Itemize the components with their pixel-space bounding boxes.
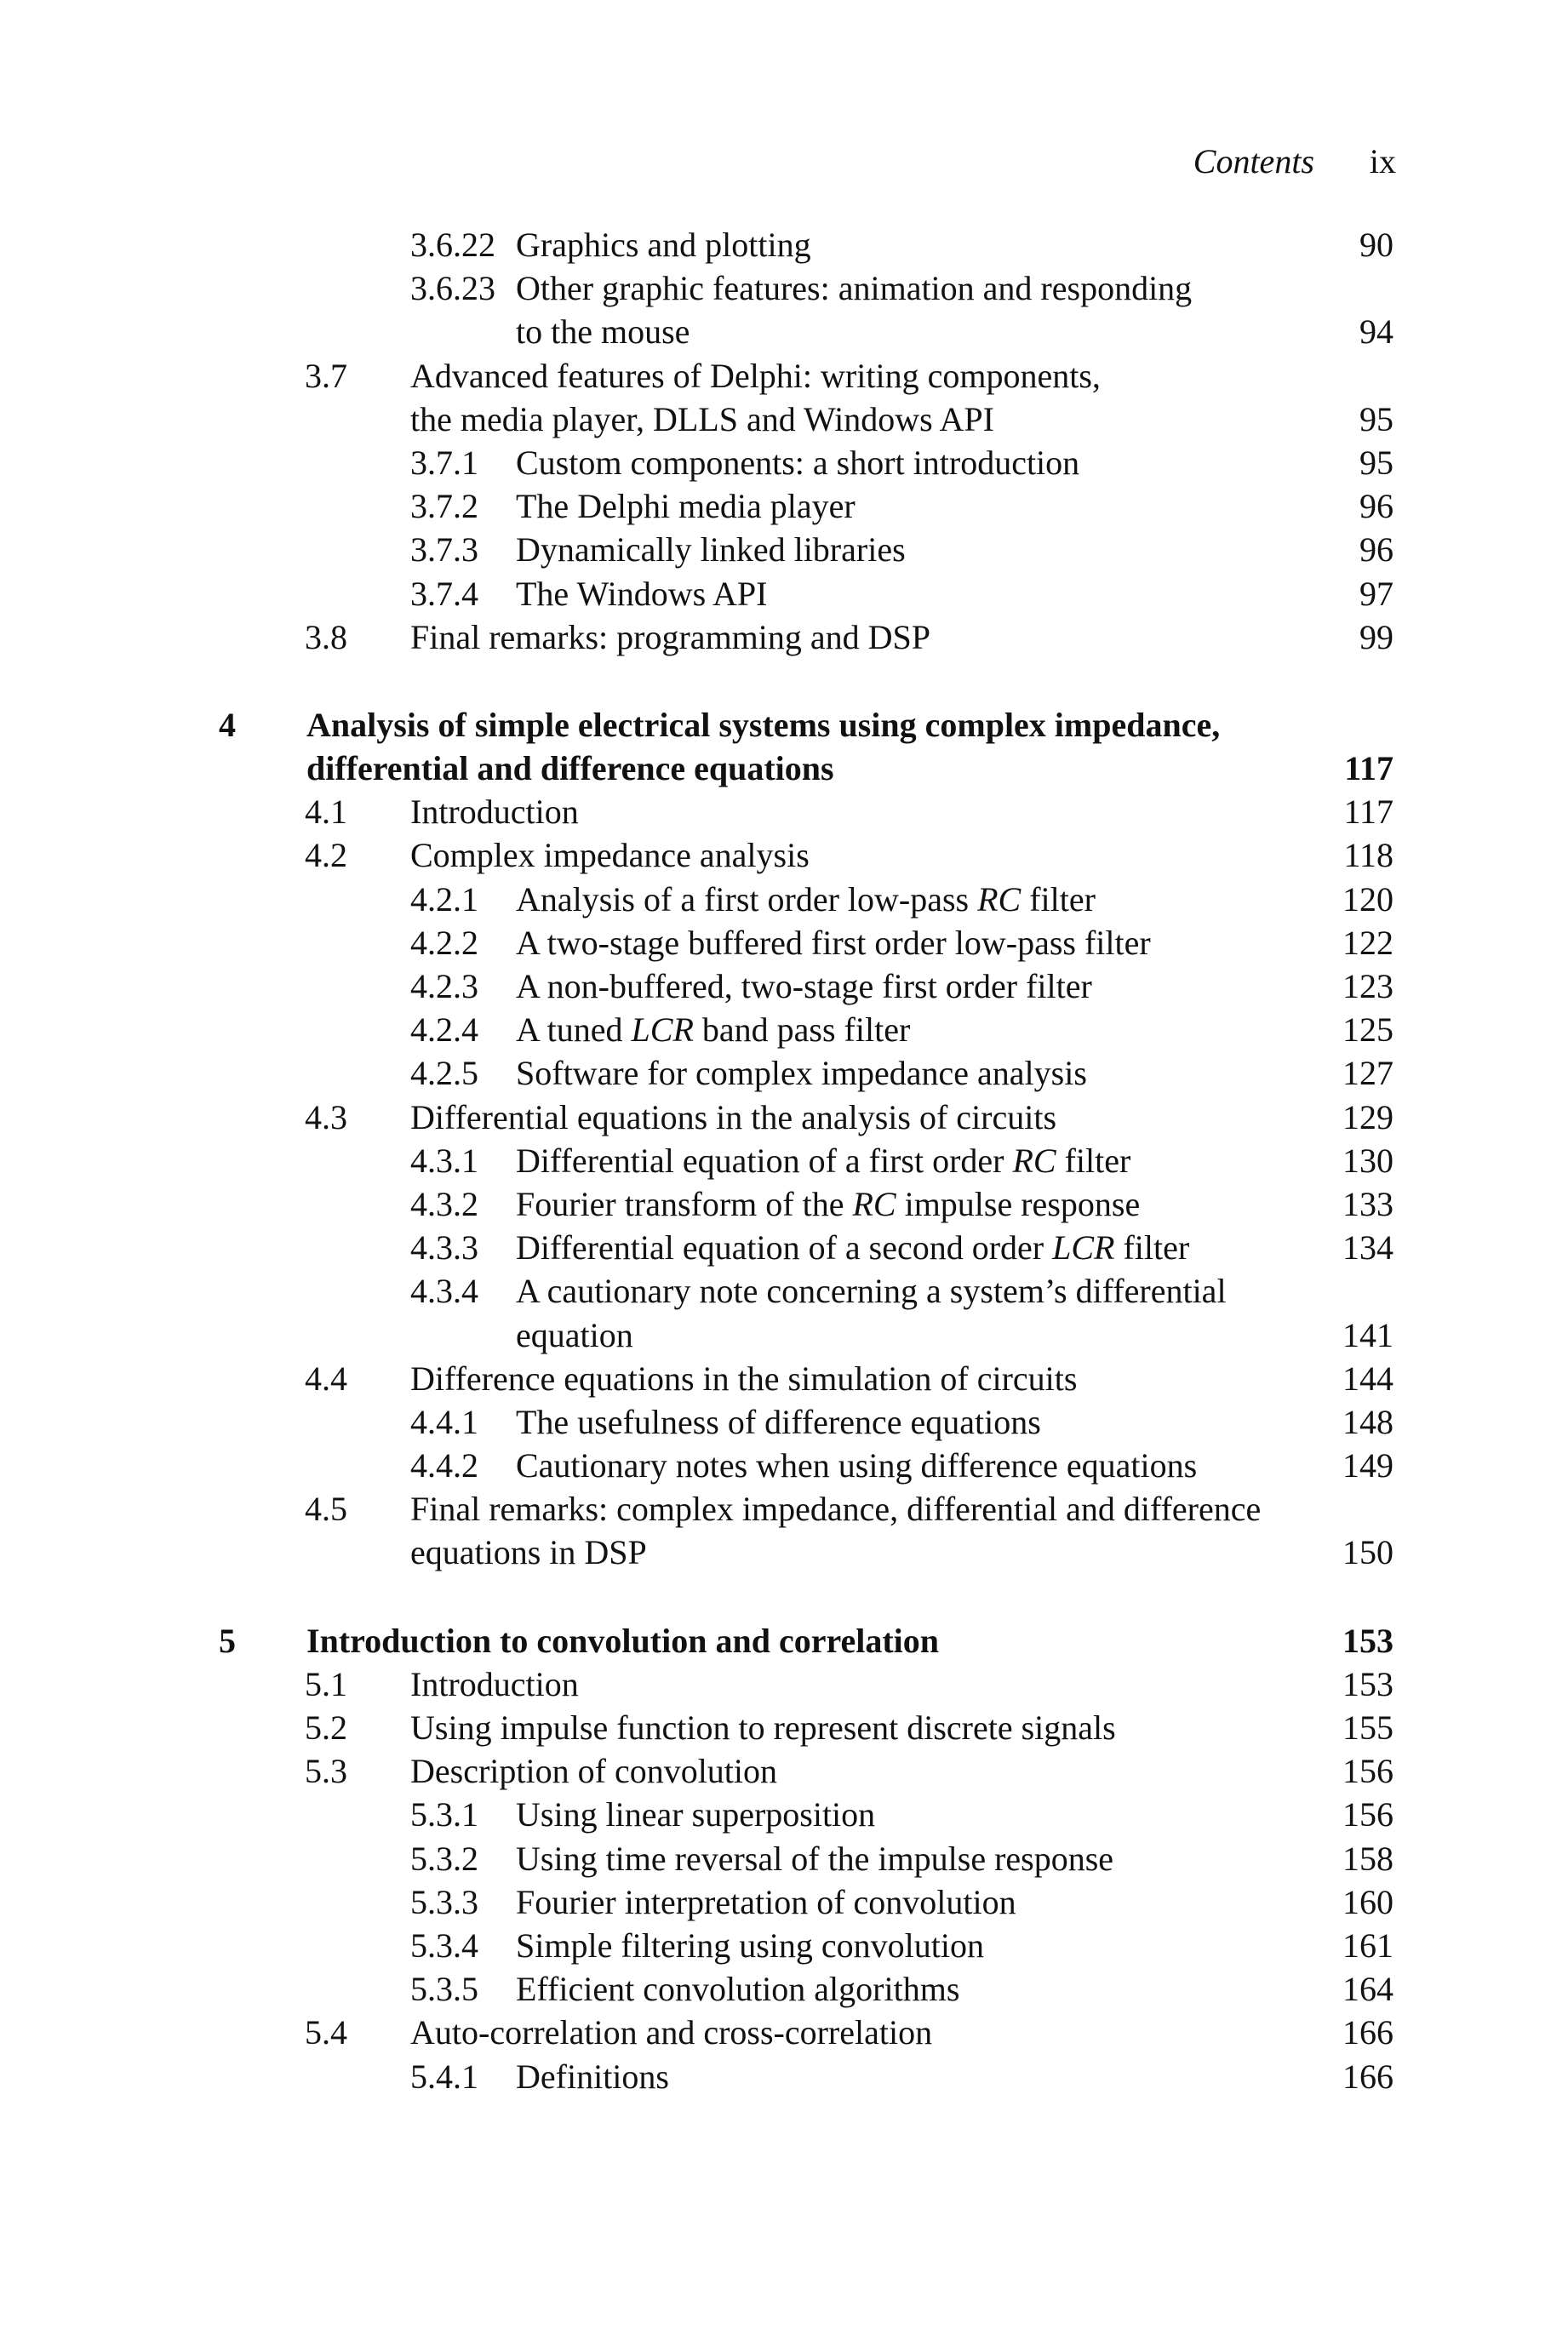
toc-entry[interactable] <box>0 1793 1568 1836</box>
toc-entry-number: 4.3.3 <box>410 1228 478 1268</box>
toc-entry-number: 5.4.1 <box>410 2057 478 2096</box>
toc-entry-number: 4 <box>219 705 236 744</box>
toc-entry-title: Description of convolution <box>410 1752 778 1791</box>
toc-entry-number: 5.3.3 <box>410 1882 478 1921</box>
toc-entry[interactable] <box>0 615 1568 659</box>
toc-entry-number: 4.2.3 <box>410 967 478 1005</box>
toc-entry[interactable] <box>0 1967 1568 2011</box>
toc-entry-title: to the mouse <box>516 312 690 352</box>
toc-entry[interactable] <box>0 1313 1568 1357</box>
toc-entry-number: 5.3.1 <box>410 1795 478 1834</box>
toc-entry-page: 96 <box>1359 487 1393 526</box>
page-number: ix <box>1369 142 1396 180</box>
toc-entry-number: 4.4.1 <box>410 1402 478 1441</box>
toc-entry[interactable] <box>0 1269 1568 1313</box>
toc-entry-page: 161 <box>1342 1926 1393 1965</box>
toc-entry-page: 149 <box>1342 1446 1393 1485</box>
toc-entry-title: A two-stage buffered first order low-pass filter <box>516 923 1151 962</box>
toc-entry-title: The usefulness of difference equations <box>516 1402 1041 1441</box>
toc-entry-title: the media player, DLLS and Windows API <box>410 399 994 438</box>
toc-entry-number: 3.7.1 <box>410 443 478 482</box>
toc-entry-page: 144 <box>1342 1359 1393 1398</box>
toc-entry[interactable] <box>0 1400 1568 1444</box>
toc-entry[interactable] <box>0 1531 1568 1574</box>
toc-entry-title: Final remarks: programming and DSP <box>410 617 931 656</box>
toc-entry-page: 134 <box>1342 1228 1393 1268</box>
toc-entry-title: A tuned LCR band pass filter <box>516 1010 911 1050</box>
toc-entry-page: 133 <box>1342 1184 1393 1223</box>
toc-entry-page: 94 <box>1359 312 1393 352</box>
toc-entry-page: 129 <box>1342 1097 1393 1136</box>
toc-entry[interactable] <box>0 1096 1568 1139</box>
toc-entry-title: Fourier transform of the RC impulse response <box>516 1184 1141 1223</box>
toc-entry[interactable] <box>0 833 1568 877</box>
toc-entry-number: 5.3.4 <box>410 1926 478 1965</box>
toc-entry-title: Differential equation of a second order LCR filter <box>516 1228 1190 1268</box>
toc-entry-title: Difference equations in the simulation of circuits <box>410 1359 1078 1398</box>
toc-entry[interactable] <box>0 1444 1568 1487</box>
toc-entry[interactable] <box>0 964 1568 1008</box>
toc-entry[interactable] <box>0 1924 1568 1967</box>
toc-entry[interactable] <box>0 1357 1568 1400</box>
section-gap <box>0 1575 1568 1619</box>
toc-entry-title: Differential equations in the analysis of circuits <box>410 1097 1057 1136</box>
toc-entry-title: equations in DSP <box>410 1533 647 1572</box>
toc-entry[interactable] <box>0 484 1568 528</box>
toc-entry-number: 3.7.4 <box>410 574 478 613</box>
toc-entry-title: Graphics and plotting <box>516 226 811 264</box>
toc-entry[interactable] <box>0 1706 1568 1749</box>
toc-entry-number: 4.1 <box>305 793 347 832</box>
toc-entry-title: differential and difference equations <box>306 749 834 788</box>
toc-entry-page: 148 <box>1342 1402 1393 1441</box>
toc-entry-title: Fourier interpretation of convolution <box>516 1882 1016 1921</box>
toc-entry[interactable] <box>0 1139 1568 1182</box>
toc-entry-page: 164 <box>1342 1970 1393 2009</box>
toc-entry-number: 4.2 <box>305 836 347 875</box>
toc-entry[interactable] <box>0 1182 1568 1226</box>
toc-entry-title: Introduction to convolution and correlation <box>306 1621 940 1660</box>
toc-entry-number: 4.2.5 <box>410 1054 478 1093</box>
toc-entry-page: 117 <box>1343 793 1393 832</box>
toc-entry-page: 123 <box>1342 967 1393 1005</box>
toc-entry[interactable] <box>0 310 1568 353</box>
toc-entry-page: 125 <box>1342 1010 1393 1050</box>
toc-entry-number: 5.3.2 <box>410 1839 478 1878</box>
toc-entry-title: Definitions <box>516 2057 669 2096</box>
toc-entry-number: 3.7 <box>305 356 347 395</box>
toc-entry-title: Analysis of a first order low-pass RC filter <box>516 879 1096 918</box>
toc-entry-title: The Delphi media player <box>516 487 856 526</box>
toc-entry-title: Analysis of simple electrical systems using complex impedance, <box>306 705 1221 744</box>
toc-entry-number: 5.2 <box>305 1708 347 1747</box>
toc-entry-page: 96 <box>1359 530 1393 569</box>
toc-entry-title: Introduction <box>410 793 579 832</box>
toc-entry-title: Differential equation of a first order RC filter <box>516 1141 1131 1180</box>
table-of-contents <box>0 223 1568 2098</box>
toc-entry[interactable] <box>0 1619 1568 1662</box>
toc-entry-number: 4.2.4 <box>410 1010 478 1050</box>
toc-entry[interactable] <box>0 1487 1568 1531</box>
toc-entry-title: Advanced features of Delphi: writing components, <box>410 356 1101 395</box>
toc-entry-title: Using time reversal of the impulse response <box>516 1839 1114 1878</box>
toc-entry-number: 3.7.2 <box>410 487 478 526</box>
toc-entry-number: 4.3 <box>305 1097 347 1136</box>
toc-entry-page: 120 <box>1342 879 1393 918</box>
toc-entry[interactable] <box>0 1008 1568 1051</box>
toc-entry-title: Custom components: a short introduction <box>516 443 1080 482</box>
toc-entry-title: Efficient convolution algorithms <box>516 1970 960 2009</box>
toc-entry-number: 4.3.1 <box>410 1141 478 1180</box>
toc-entry-page: 153 <box>1342 1621 1393 1660</box>
toc-entry-title: Using linear superposition <box>516 1795 876 1834</box>
toc-entry-number: 5.1 <box>305 1664 347 1703</box>
toc-entry-title: Auto-correlation and cross-correlation <box>410 2013 933 2052</box>
toc-entry-page: 160 <box>1342 1882 1393 1921</box>
toc-entry-number: 5.3 <box>305 1752 347 1791</box>
toc-entry[interactable] <box>0 1837 1568 1880</box>
toc-entry-page: 156 <box>1342 1795 1393 1834</box>
toc-entry-page: 155 <box>1342 1708 1393 1747</box>
toc-entry-number: 5.3.5 <box>410 1970 478 2009</box>
toc-entry-page: 156 <box>1342 1752 1393 1791</box>
toc-entry-title: Dynamically linked libraries <box>516 530 906 569</box>
toc-entry-page: 166 <box>1342 2013 1393 2052</box>
toc-entry-page: 141 <box>1342 1315 1393 1354</box>
toc-entry-page: 97 <box>1359 574 1393 613</box>
toc-entry-page: 90 <box>1359 226 1393 264</box>
toc-entry[interactable] <box>0 747 1568 790</box>
toc-entry-page: 95 <box>1359 443 1393 482</box>
toc-entry-number: 3.6.23 <box>410 269 495 308</box>
toc-entry-title: The Windows API <box>516 574 768 613</box>
toc-entry-title: Software for complex impedance analysis <box>516 1054 1087 1093</box>
toc-entry-number: 5 <box>219 1621 236 1660</box>
toc-entry[interactable] <box>0 528 1568 571</box>
toc-entry[interactable] <box>0 1226 1568 1269</box>
toc-entry-page: 117 <box>1344 749 1393 788</box>
toc-entry[interactable] <box>0 921 1568 964</box>
toc-entry-title: Other graphic features: animation and responding <box>516 269 1193 308</box>
toc-entry-page: 122 <box>1342 923 1393 962</box>
toc-entry-number: 3.8 <box>305 617 347 656</box>
section-gap <box>0 659 1568 703</box>
toc-entry-title: Introduction <box>410 1664 579 1703</box>
running-head-title: Contents <box>1193 142 1314 180</box>
running-head <box>0 141 1568 192</box>
toc-entry-page: 158 <box>1342 1839 1393 1878</box>
toc-entry-page: 166 <box>1342 2057 1393 2096</box>
toc-entry[interactable] <box>0 1880 1568 1924</box>
toc-entry-page: 127 <box>1342 1054 1393 1093</box>
toc-entry-page: 99 <box>1359 617 1393 656</box>
toc-entry[interactable] <box>0 1662 1568 1706</box>
toc-entry[interactable] <box>0 1749 1568 1793</box>
toc-entry-number: 4.4 <box>305 1359 347 1398</box>
toc-entry[interactable] <box>0 2011 1568 2054</box>
toc-entry-number: 5.4 <box>305 2013 347 2052</box>
toc-entry-page: 130 <box>1342 1141 1393 1180</box>
toc-entry-title: Using impulse function to represent discrete signals <box>410 1708 1116 1747</box>
toc-entry[interactable] <box>0 790 1568 833</box>
toc-entry[interactable] <box>0 1051 1568 1095</box>
toc-entry-page: 95 <box>1359 399 1393 438</box>
toc-entry-title: A non-buffered, two-stage first order filter <box>516 967 1092 1005</box>
toc-entry[interactable] <box>0 878 1568 921</box>
toc-entry-title: Cautionary notes when using difference equations <box>516 1446 1198 1485</box>
toc-entry-page: 153 <box>1342 1664 1393 1703</box>
toc-entry[interactable] <box>0 223 1568 266</box>
toc-entry-number: 4.3.2 <box>410 1184 478 1223</box>
toc-entry-number: 4.3.4 <box>410 1272 478 1311</box>
toc-entry[interactable] <box>0 703 1568 747</box>
toc-entry-number: 4.4.2 <box>410 1446 478 1485</box>
toc-entry[interactable] <box>0 2055 1568 2098</box>
toc-entry-page: 150 <box>1342 1533 1393 1572</box>
toc-entry-number: 3.7.3 <box>410 530 478 569</box>
toc-entry-number: 4.5 <box>305 1490 347 1529</box>
toc-entry-title: Simple filtering using convolution <box>516 1926 984 1965</box>
toc-entry-title: Final remarks: complex impedance, differential and difference <box>410 1490 1262 1529</box>
toc-entry-title: Complex impedance analysis <box>410 836 810 875</box>
toc-entry-number: 4.2.2 <box>410 923 478 962</box>
toc-entry-title: equation <box>516 1315 633 1354</box>
toc-entry-number: 3.6.22 <box>410 226 495 264</box>
toc-entry[interactable] <box>0 572 1568 615</box>
toc-entry-number: 4.2.1 <box>410 879 478 918</box>
toc-entry-page: 118 <box>1343 836 1393 875</box>
toc-entry[interactable] <box>0 266 1568 310</box>
toc-entry-title: A cautionary note concerning a system’s differential <box>516 1272 1227 1311</box>
toc-entry[interactable] <box>0 398 1568 441</box>
toc-entry[interactable] <box>0 354 1568 398</box>
toc-entry[interactable] <box>0 441 1568 484</box>
